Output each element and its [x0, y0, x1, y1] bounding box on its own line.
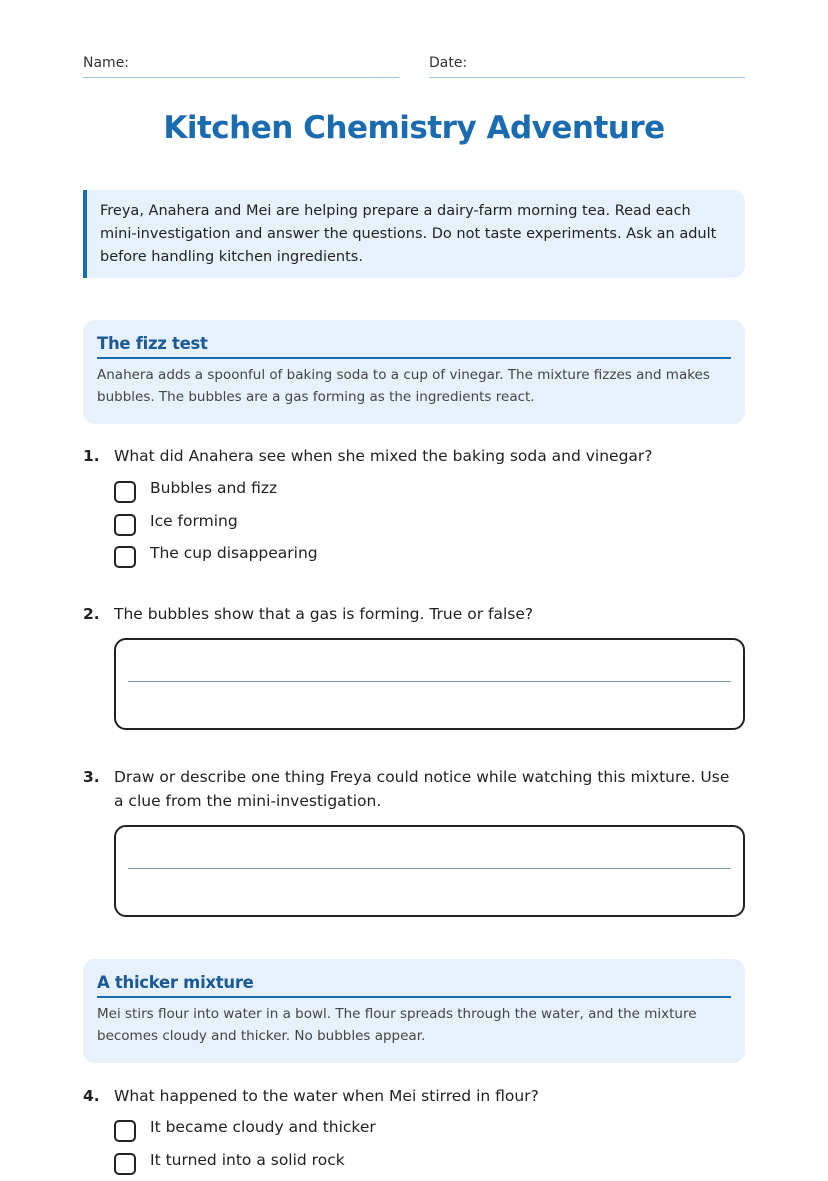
section-thicker-mixture [83, 959, 745, 1063]
checkbox[interactable] [114, 514, 136, 536]
section-title: The fizz test [97, 334, 731, 359]
checkbox[interactable] [114, 1153, 136, 1175]
date-field[interactable] [429, 52, 745, 78]
option-label: Bubbles and fizz [150, 479, 278, 497]
option-label: Ice forming [150, 511, 238, 530]
question-text: What did Anahera see when she mixed the baking soda and vinegar? [114, 447, 653, 465]
answer-line [128, 868, 731, 869]
option-label: The cup disappearing [150, 544, 318, 562]
answer-box-question-2[interactable] [114, 638, 745, 730]
section-text: Anahera adds a spoonful of baking soda to a cup of vinegar. The mixture fizzes and makes bubbles. The bubbles are a gas forming as the ingredients react. [97, 367, 710, 405]
page-title: Kitchen Chemistry Adventure [163, 110, 665, 146]
question-number: 2. [83, 605, 100, 623]
question-text: The bubbles show that a gas is forming. True or false? [114, 605, 534, 623]
date-label: Date: [429, 55, 468, 71]
intro-callout: Freya, Anahera and Mei are helping prepare a dairy-farm morning tea. Read each mini-investigation and answer the questions. Do not taste experiments. Ask an adult before handling kitchen ingredients. [83, 190, 745, 278]
question-text: What happened to the water when Mei stirred in flour? [114, 1087, 539, 1105]
section-title: A thicker mixture [97, 973, 731, 998]
name-field[interactable] [83, 52, 399, 78]
checkbox[interactable] [114, 546, 136, 568]
checkbox[interactable] [114, 1120, 136, 1142]
option-label: It became cloudy and thicker [150, 1118, 376, 1136]
section-text: Mei stirs flour into water in a bowl. The flour spreads through the water, and the mixture becomes cloudy and thicker. No bubbles appear. [97, 1006, 697, 1044]
option-label: It turned into a solid rock [150, 1150, 345, 1169]
question-number: 4. [83, 1087, 100, 1105]
answer-box-question-3[interactable] [114, 825, 745, 917]
question-number: 1. [83, 447, 100, 465]
section-fizz-test [83, 320, 745, 424]
question-number: 3. [83, 768, 100, 786]
answer-line [128, 681, 731, 682]
question-text: Draw or describe one thing Freya could notice while watching this mixture. Use a clue from the mini-investigation. [114, 768, 730, 810]
checkbox[interactable] [114, 481, 136, 503]
name-label: Name: [83, 55, 130, 71]
